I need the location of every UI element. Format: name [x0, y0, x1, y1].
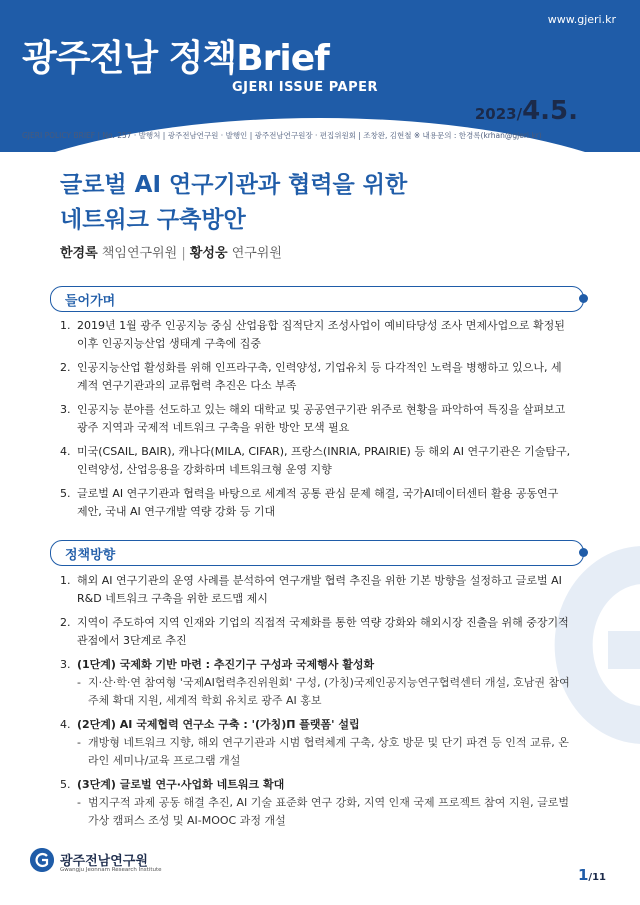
authors	[60, 242, 282, 261]
author-2-name: 황성웅	[189, 246, 228, 261]
section-intro-title: 들어가며	[65, 294, 116, 309]
list-item	[60, 401, 572, 437]
list-item	[60, 485, 572, 521]
dash-bullet: -	[77, 676, 81, 689]
list-item	[60, 443, 572, 479]
list-item	[60, 614, 572, 650]
sub-item	[77, 734, 572, 770]
sub-item	[77, 794, 572, 830]
org-name-en: Gwangju Jeonnam Research Institute	[60, 867, 162, 873]
item-text: 인공지능 분야를 선도하고 있는 해외 대학교 및 공공연구기관 위주로 현황을 파악하여 특징을 살펴보고 광주 지역과 국제적 네트워크 구축을 위한 방안 모색 필요	[77, 403, 566, 434]
section-intro-header	[50, 286, 584, 312]
item-text: 해외 AI 연구기관의 운영 사례를 분석하여 연구개발 협력 추진을 위한 기본 방향을 설정하고 글로벌 AI R&D 네트워크 구축을 위한 로드맵 제시	[77, 574, 562, 605]
item-number: 3.	[60, 658, 71, 671]
title-line-1: 글로벌 AI 연구기관과 협력을 위한	[60, 172, 408, 198]
item-text: 지역이 주도하여 지역 인재와 기업의 직접적 국제화를 통한 역량 강화와 해외시장 진출을 위해 중장기적 관점에서 3단계로 추진	[77, 616, 569, 647]
gjeri-logo-icon	[30, 848, 54, 872]
item-number: 5.	[60, 487, 71, 500]
issue-year: 2023	[474, 105, 517, 123]
section-policy-title: 정책방향	[65, 548, 116, 563]
policy-list	[60, 572, 572, 836]
total-pages: /11	[588, 872, 606, 883]
item-number: 5.	[60, 778, 71, 791]
title-line-2: 네트워크 구축방안	[60, 207, 246, 233]
section-policy-header	[50, 540, 584, 566]
current-page: 1	[577, 866, 589, 884]
list-item	[60, 317, 572, 353]
item-number: 2.	[60, 361, 71, 374]
dash-bullet: -	[77, 736, 81, 749]
brand-title: 광주전남 정책Brief	[22, 38, 329, 79]
item-number: 3.	[60, 403, 71, 416]
document-title	[60, 168, 620, 238]
author-2-role: 연구위원	[231, 246, 282, 261]
list-item	[60, 716, 572, 770]
item-number: 1.	[60, 574, 71, 587]
issue-day: 4.5.	[522, 96, 578, 126]
item-title: (1단계) 국제화 기반 마련 : 추진기구 구성과 국제행사 활성화	[77, 658, 375, 671]
sub-item	[77, 674, 572, 710]
item-text: 미국(CSAIL, BAIR), 캐나다(MILA, CIFAR), 프랑스(INRIA, PRAIRIE) 등 해외 AI 연구기관은 기술탐구, 인력양성, 산업응용을 강화하며 네트워크형 운영 지향	[77, 445, 571, 476]
publication-meta: GJERI POLICY BRIEF | No. 257 · 발행처 | 광주전남연구원 · 발행인 | 광주전남연구원장 · 편집위원회 | 조창완, 김현철 ※ 내용문의 : 한경록(krhan@gjeri.kr)	[22, 131, 542, 140]
org-name: 광주전남연구원	[60, 854, 148, 869]
item-title: (2단계) AI 국제협력 연구소 구축 : '(가칭)Π 플랫폼' 설립	[77, 718, 360, 731]
issue-date: 2023/4.5.	[474, 96, 578, 126]
item-text: 글로벌 AI 연구기관과 협력을 바탕으로 세계적 공통 관심 문제 해결, 국가AI데이터센터 활용 공동연구 제안, 국내 AI 연구개발 역량 강화 등 기대	[77, 487, 559, 518]
section-dot	[579, 294, 588, 303]
dash-bullet: -	[77, 796, 81, 809]
page-number	[578, 866, 606, 884]
item-text: 인공지능산업 활성화를 위해 인프라구축, 인력양성, 기업유치 등 다각적인 노력을 병행하고 있으나, 세계적 연구기관과의 교류협력 추진은 다소 부족	[77, 361, 562, 392]
item-number: 4.	[60, 718, 71, 731]
site-url[interactable]: www.gjeri.kr	[547, 13, 616, 26]
item-title: (3단계) 글로벌 연구·사업화 네트워크 확대	[77, 778, 285, 791]
item-number: 1.	[60, 319, 71, 332]
sub-item-text: 개방형 네트워크 지향, 해외 연구기관과 시범 협력체계 구축, 상호 방문 및 단기 파견 등 인적 교류, 온라인 세미나/교육 프로그램 개설	[88, 736, 569, 767]
sub-item-text: 범지구적 과제 공동 해결 추진, AI 기술 표준화 연구 강화, 지역 인재 국제 프로젝트 참여 지원, 글로벌 가상 캠퍼스 조성 및 AI-MOOC 과정 개설	[88, 796, 569, 827]
list-item	[60, 656, 572, 710]
sub-item-text: 지·산·학·연 참여형 '국제AI협력추진위원회' 구성, (가칭)국제인공지능연구협력센터 개설, 호남권 참여주체 확대 지원, 세계적 학회 유치로 광주 AI 홍보	[88, 676, 570, 707]
section-dot	[579, 548, 588, 557]
author-1-role: 책임연구위원	[101, 246, 178, 261]
list-item	[60, 572, 572, 608]
author-1-name: 한경록	[60, 246, 98, 261]
item-number: 2.	[60, 616, 71, 629]
list-item	[60, 776, 572, 830]
intro-list	[60, 317, 572, 527]
list-item	[60, 359, 572, 395]
brand-subtitle: GJERI ISSUE PAPER	[232, 80, 379, 95]
item-text: 2019년 1월 광주 인공지능 중심 산업융합 집적단지 조성사업이 예비타당성 조사 면제사업으로 확정된 이후 인공지능산업 생태계 구축에 집중	[77, 319, 565, 350]
author-separator: |	[181, 246, 186, 261]
item-number: 4.	[60, 445, 71, 458]
